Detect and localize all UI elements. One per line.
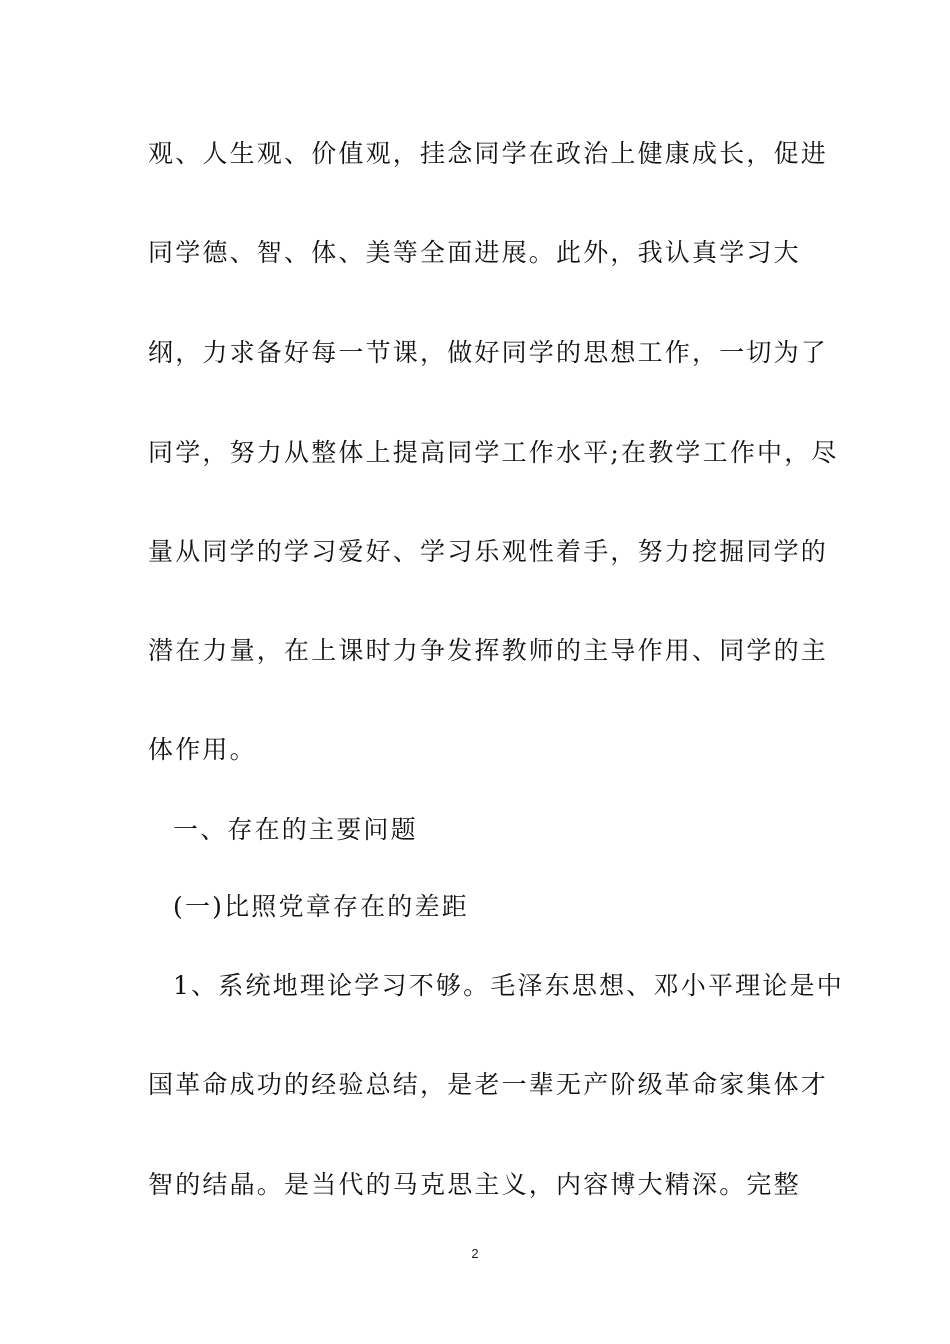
body-text-line: 同学德、智、体、美等全面进展。此外，我认真学习大	[148, 238, 801, 267]
body-text-line: 1、系统地理论学习不够。毛泽东思想、邓小平理论是中	[173, 971, 844, 1000]
body-text-line: 智的结晶。是当代的马克思主义，内容博大精深。完整	[148, 1170, 801, 1199]
body-text-line: 观、人生观、价值观，挂念同学在政治上健康成长，促进	[148, 139, 829, 168]
body-text-line: 量从同学的学习爱好、学习乐观性着手，努力挖掘同学的	[148, 537, 829, 566]
body-text-line: 纲，力求备好每一节课，做好同学的思想工作，一切为了	[148, 338, 829, 367]
section-heading: 一、存在的主要问题	[173, 815, 418, 844]
body-text-line: 国革命成功的经验总结，是老一辈无产阶级革命家集体才	[148, 1070, 829, 1099]
page-number: 2	[471, 1246, 479, 1261]
body-text-line: 同学，努力从整体上提高同学工作水平;在教学工作中，尽	[148, 438, 839, 467]
subsection-heading: (一)比照党章存在的差距	[173, 892, 469, 921]
body-text-line: 体作用。	[148, 735, 257, 764]
body-text-line: 潜在力量，在上课时力争发挥教师的主导作用、同学的主	[148, 636, 829, 665]
